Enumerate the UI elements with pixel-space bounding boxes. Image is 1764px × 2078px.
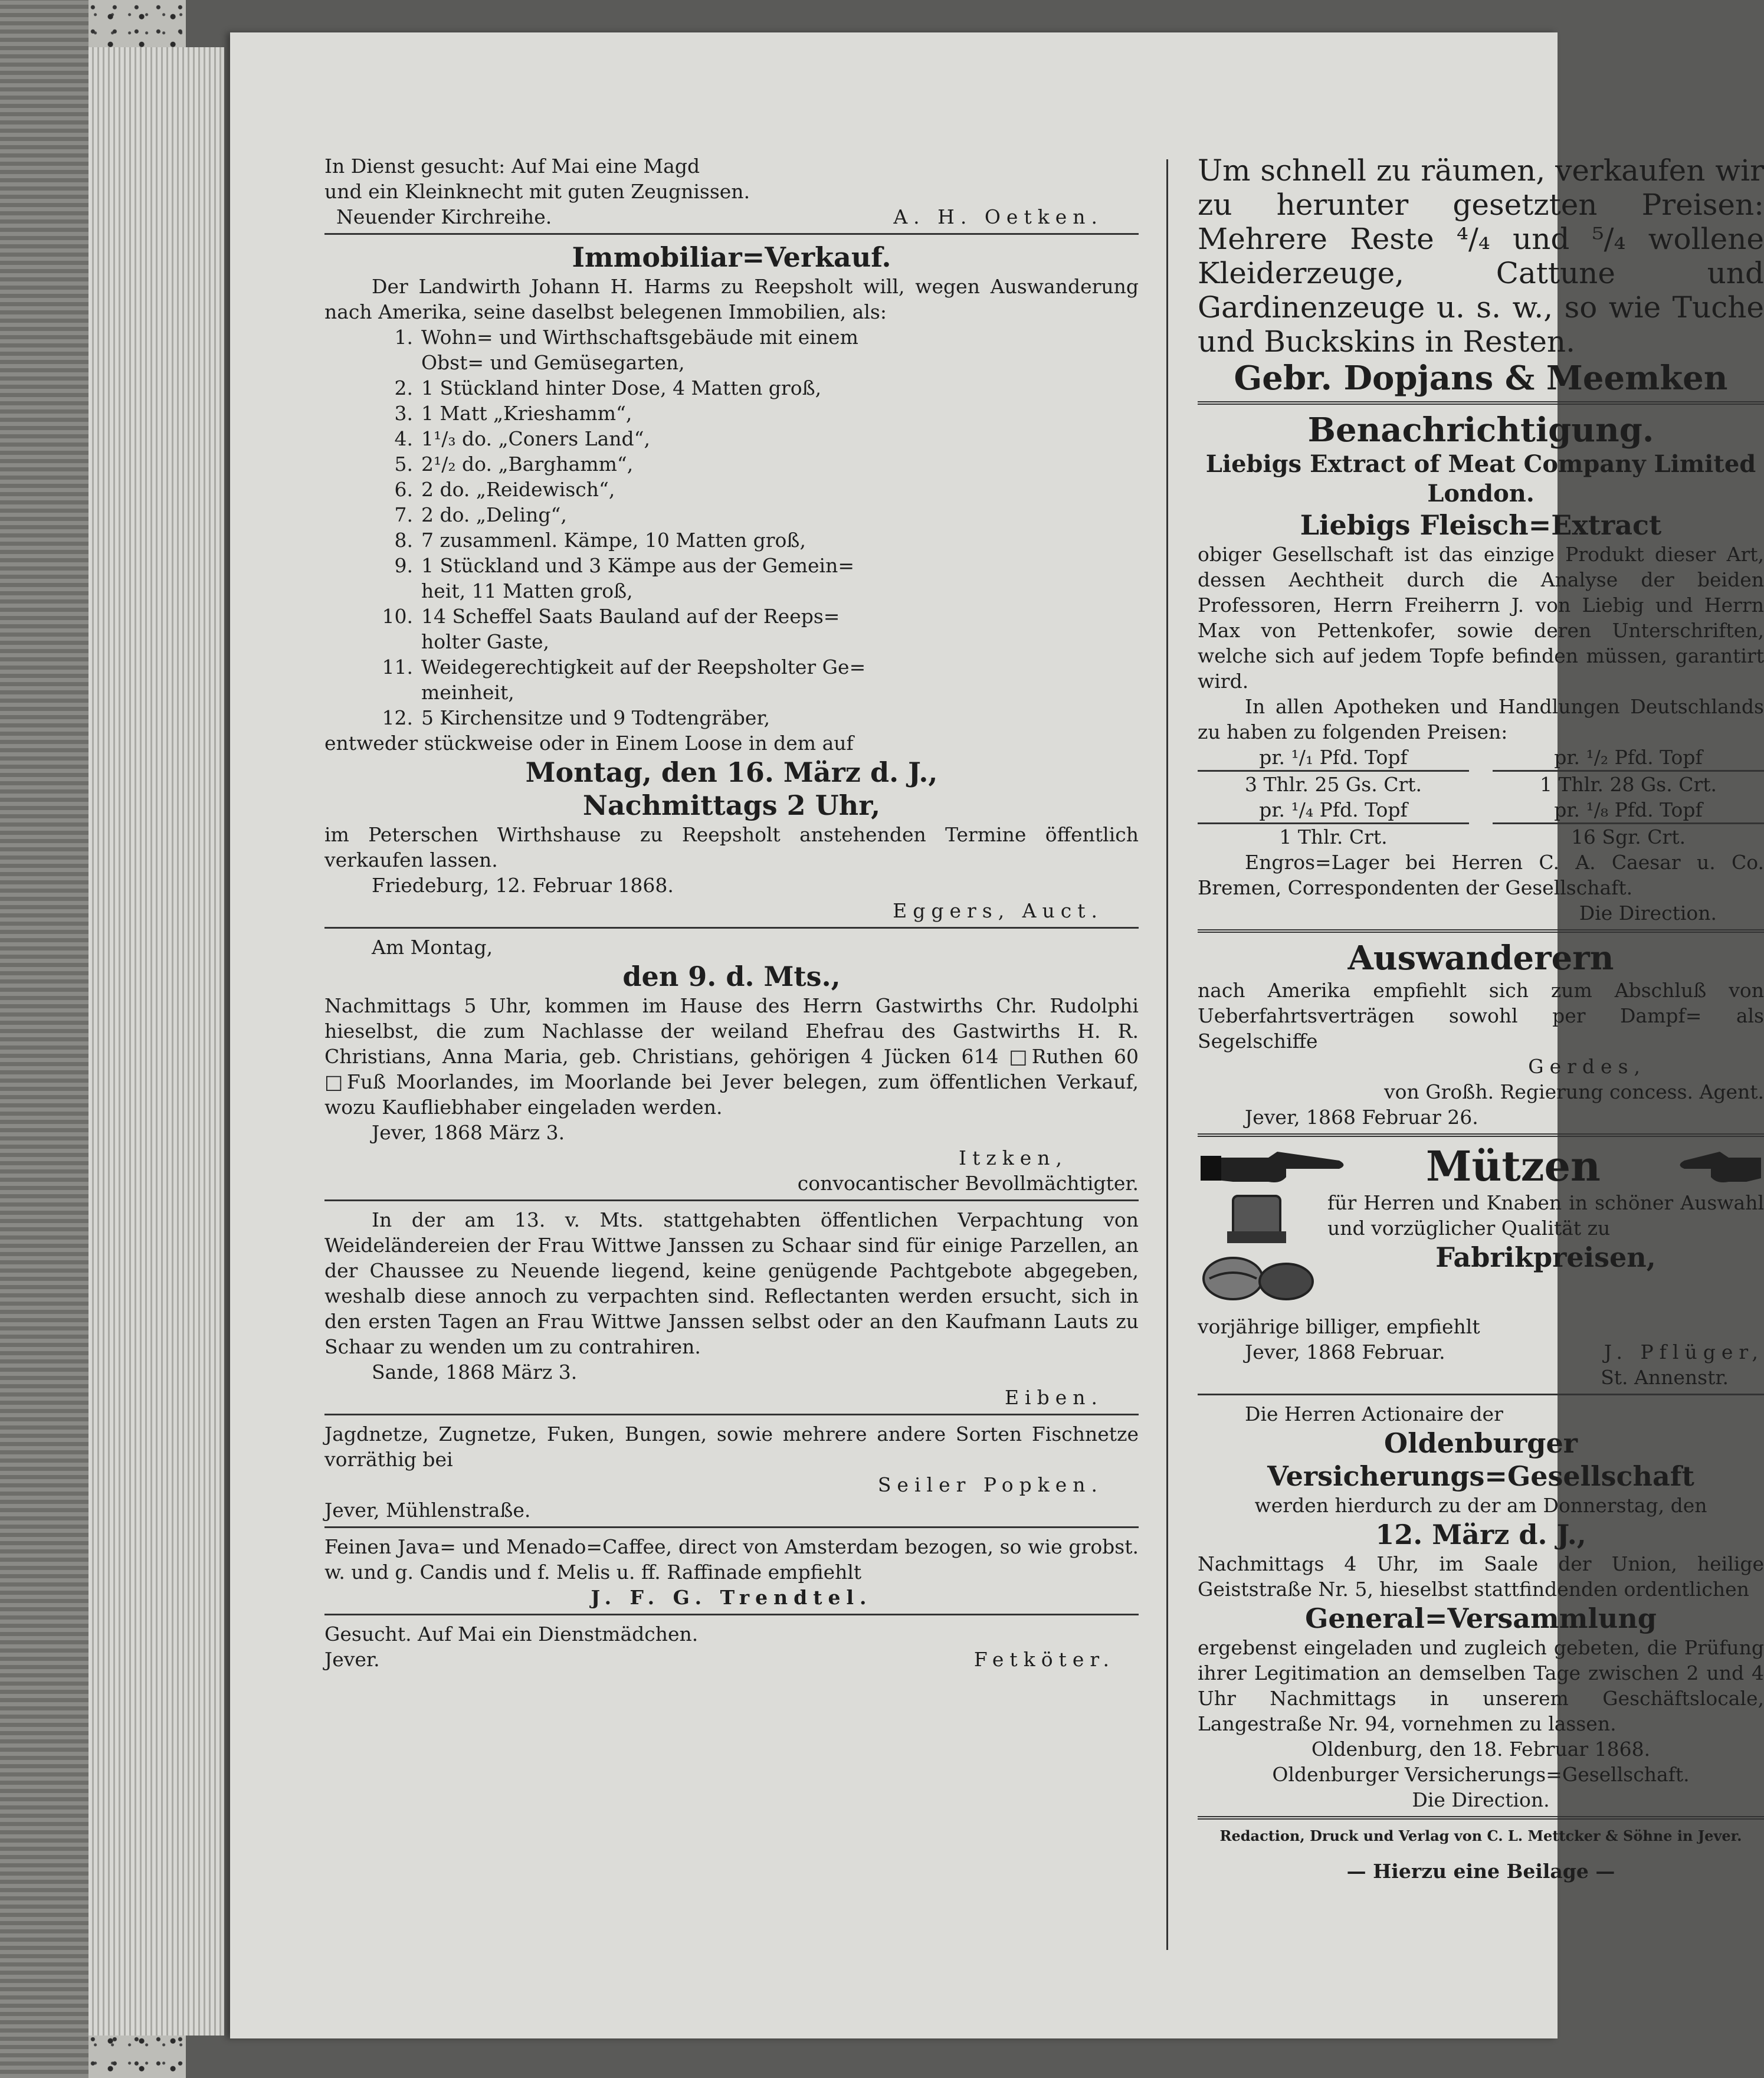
- ad-auswanderer: [1198, 939, 1764, 1130]
- muetzen-title: Mützen: [1426, 1142, 1601, 1191]
- jagdnetze-place: Jever, Mühlenstraße.: [324, 1499, 531, 1522]
- dienst-name: A. H. Oetken.: [893, 205, 1103, 228]
- auswanderer-title: Auswanderern: [1347, 939, 1614, 978]
- muetzen-body-wrap: [1198, 1190, 1764, 1390]
- list-item: 2. 1 Stückland hinter Dose, 4 Matten groß,: [394, 376, 822, 399]
- dienst-footer: [324, 204, 1139, 230]
- muetzen-footer: [1198, 1339, 1764, 1365]
- auswanderer-title2: von Großh. Regierung concess. Agent.: [1384, 1080, 1764, 1103]
- list-item: 4. 1¹/₃ do. „Coners Land“,: [394, 427, 650, 450]
- liebig-company: Liebigs Extract of Meat Company Limited London.: [1205, 450, 1756, 507]
- price-value: 1 Thlr. 28 Gs. Crt.: [1540, 773, 1717, 796]
- liebig-body: obiger Gesellschaft ist das einzige Produkt dieser Art, dessen Aechtheit durch die Analyse der beiden Professoren, Herrn Freiherrn J. von Liebig und Herrn Max von Pettenkofer, sowie deren Unterschriften, welche sich auf jedem Topfe befinden müssen, garantirt wird.: [1198, 543, 1764, 693]
- price-value: 16 Sgr. Crt.: [1570, 825, 1686, 848]
- list-item: 8. 7 zusammenl. Kämpe, 10 Matten groß,: [394, 529, 806, 552]
- separator: [324, 1199, 1139, 1201]
- price-size: pr. ¹/₁ Pfd. Topf: [1198, 745, 1469, 772]
- caffee-signature: J. F. G. Trendtel.: [591, 1586, 873, 1609]
- list-item: 1. Wohn= und Wirthschaftsgebäude mit einem: [394, 326, 858, 349]
- list-item: 10. 14 Scheffel Saats Bauland auf der Reeps=: [382, 605, 840, 628]
- left-column: [324, 153, 1139, 1672]
- muetzen-signature: J. Pflüger,: [1604, 1340, 1764, 1364]
- separator: [324, 1526, 1139, 1528]
- muetzen-body2: vorjährige billiger, empfiehlt: [1198, 1315, 1480, 1338]
- liebig-body2: In allen Apotheken und Handlungen Deutschlands zu haben zu folgenden Preisen:: [1198, 695, 1764, 743]
- raeumen-body: Um schnell zu räumen, verkaufen wir zu herunter gesetzten Preisen: Mehrere Reste ⁴/₄ und ⁵/₄ wollene Kleiderzeuge, Cattune und Gardinenzeuge u. s. w., so wie Tuche und Buckskins in Resten.: [1198, 153, 1764, 359]
- oldenburger-signature2: Die Direction.: [1412, 1788, 1550, 1811]
- ad-immobiliar: [324, 241, 1139, 923]
- dienst-place: Neuender Kirchreihe.: [336, 205, 552, 228]
- montag-big: den 9. d. Mts.,: [622, 961, 841, 992]
- montag-body: Nachmittags 5 Uhr, kommen im Hause des Herrn Gastwirths Chr. Rudolphi hieselbst, die zum Nachlasse der weiland Ehefrau des Gastwirths H. R. Christians, Anna Maria, geb. Christians, gehörigen 4 Jücken 614 □Ruthen 60 □Fuß Moorlandes, im Moorlande bei Jever belegen, zum öffentlichen Verkauf, wozu Kaufliebhaber eingeladen werden.: [324, 994, 1139, 1119]
- immobiliar-intro: Der Landwirth Johann H. Harms zu Reepsholt will, wegen Auswanderung nach Amerika, seine daselbst belegenen Immobilien, als:: [324, 275, 1139, 323]
- ad-jagdnetze: [324, 1421, 1139, 1523]
- liebig-product: Liebigs Fleisch=Extract: [1300, 509, 1662, 541]
- montag-line1: Am Montag,: [372, 936, 493, 959]
- ad-raeumen: [1198, 153, 1764, 398]
- dienst-line1: In Dienst gesucht: Auf Mai eine Magd: [324, 155, 700, 178]
- oldenburger-date: 12. März d. J.,: [1375, 1519, 1586, 1551]
- price-size: pr. ¹/₂ Pfd. Topf: [1493, 745, 1764, 772]
- immobiliar-signature: Eggers, Auct.: [893, 899, 1103, 922]
- separator: [324, 233, 1139, 235]
- raeumen-firm: Gebr. Dopjans & Meemken: [1234, 359, 1728, 398]
- separator: [1198, 929, 1764, 933]
- imprint: Redaction, Druck und Verlag von C. L. Mettcker & Söhne in Jever.: [1219, 1827, 1742, 1844]
- liebig-title: Benachrichtigung.: [1307, 411, 1654, 450]
- ad-montag: [324, 935, 1139, 1196]
- ad-gesucht: [324, 1621, 1139, 1672]
- muetzen-header: [1198, 1143, 1764, 1190]
- separator: [324, 1414, 1139, 1415]
- separator: [1198, 1133, 1764, 1137]
- immobiliar-title: Immobiliar=Verkauf.: [572, 241, 891, 273]
- separator: [324, 1614, 1139, 1615]
- gesucht-line: Gesucht. Auf Mai ein Dienstmädchen.: [324, 1623, 699, 1646]
- right-column: [1198, 153, 1764, 1884]
- liebig-engros: Engros=Lager bei Herren C. A. Caesar u. Co. Bremen, Correspondenten der Gesellschaft.: [1198, 851, 1764, 899]
- liebig-price-table: [1198, 745, 1764, 850]
- gesucht-place: Jever.: [324, 1648, 380, 1671]
- book-binding: [0, 0, 88, 2078]
- ad-liebig: [1198, 411, 1764, 926]
- jagdnetze-signature: Seiler Popken.: [877, 1473, 1103, 1496]
- ad-caffee: [324, 1534, 1139, 1610]
- page-edges: [88, 47, 224, 2036]
- separator: [1198, 1394, 1764, 1395]
- oldenburger-invite: werden hierdurch zu der am Donnerstag, den: [1254, 1494, 1707, 1517]
- immobiliar-dateline: Friedeburg, 12. Februar 1868.: [372, 874, 674, 897]
- verpachtung-body: In der am 13. v. Mts. stattgehabten öffentlichen Verpachtung von Weideländereien der Frau Wittwe Janssen zu Schaar sind für einige Parzellen, an der Chaussee zu Neuende liegend, keine genügende Pachtgebote abgegeben, weshalb diese annoch zu verpachten sind. Reflectanten werden ersucht, sich in den ersten Tagen an Frau Wittwe Janssen selbst oder an den Kaufmann Lauts zu Schaar zu wenden um zu contrahiren.: [324, 1208, 1139, 1358]
- ad-dienst: [324, 153, 1139, 230]
- verpachtung-dateline: Sande, 1868 März 3.: [372, 1361, 578, 1384]
- dienst-line2: und ein Kleinknecht mit guten Zeugnissen.: [324, 180, 750, 203]
- pointing-hand-right-icon: [1198, 1143, 1351, 1190]
- pointing-hand-left-icon: [1676, 1143, 1764, 1190]
- price-size: pr. ¹/₈ Pfd. Topf: [1493, 797, 1764, 824]
- list-item-cont: Obst= und Gemüsegarten,: [421, 351, 685, 374]
- oldenburger-body: Nachmittags 4 Uhr, im Saale der Union, heilige Geiststraße Nr. 5, hieselbst stattfindenden ordentlichen: [1198, 1552, 1764, 1601]
- muetzen-body: für Herren und Knaben in schöner Auswahl und vorzüglicher Qualität zu: [1327, 1191, 1764, 1240]
- oldenburger-dateline: Oldenburg, den 18. Februar 1868.: [1311, 1738, 1651, 1761]
- oldenburger-name2: Versicherungs=Gesellschaft: [1267, 1460, 1694, 1492]
- muetzen-big: Fabrikpreisen,: [1435, 1241, 1656, 1273]
- oldenburger-assembly: General=Versammlung: [1305, 1602, 1657, 1634]
- caffee-body: Feinen Java= und Menado=Caffee, direct von Amsterdam bezogen, so wie grobst. w. und g. Candis und f. Melis u. ff. Raffinade empfiehlt: [324, 1535, 1139, 1584]
- separator: [1198, 1816, 1764, 1820]
- list-item: 3. 1 Matt „Krieshamm“,: [394, 402, 632, 425]
- oldenburger-intro: Die Herren Actionaire der: [1245, 1402, 1503, 1425]
- muetzen-signature2: St. Annenstr.: [1601, 1366, 1729, 1389]
- list-item: 12. 5 Kirchensitze und 9 Todtengräber,: [382, 706, 770, 729]
- auswanderer-name: Gerdes,: [1528, 1055, 1646, 1078]
- ad-muetzen: [1198, 1143, 1764, 1390]
- ad-oldenburger: [1198, 1401, 1764, 1812]
- separator: [1198, 401, 1764, 405]
- jagdnetze-body: Jagdnetze, Zugnetze, Fuken, Bungen, sowie mehrere andere Sorten Fischnetze vorräthig bei: [324, 1423, 1139, 1471]
- price-value: 1 Thlr. Crt.: [1279, 825, 1388, 848]
- immobiliar-list: [324, 325, 1139, 730]
- ad-verpachtung: [324, 1207, 1139, 1410]
- list-item-cont: holter Gaste,: [421, 630, 549, 653]
- newspaper-page: [230, 32, 1764, 2038]
- beilage-note: — Hierzu eine Beilage —: [1346, 1860, 1615, 1883]
- liebig-signature: Die Direction.: [1579, 902, 1717, 925]
- muetzen-dateline: Jever, 1868 Februar.: [1245, 1340, 1445, 1364]
- immobiliar-time: Nachmittags 2 Uhr,: [582, 789, 881, 821]
- hats-illustration-icon: [1198, 1190, 1322, 1314]
- auswanderer-dateline: Jever, 1868 Februar 26.: [1245, 1106, 1478, 1129]
- gesucht-footer: [324, 1647, 1139, 1672]
- verpachtung-signature: Eiben.: [1004, 1386, 1103, 1409]
- oldenburger-signature: Oldenburger Versicherungs=Gesellschaft.: [1272, 1763, 1690, 1786]
- immobiliar-outro: entweder stückweise oder in Einem Loose in dem auf: [324, 732, 854, 755]
- montag-dateline: Jever, 1868 März 3.: [372, 1121, 565, 1144]
- price-size: pr. ¹/₄ Pfd. Topf: [1198, 797, 1469, 824]
- montag-signature2: convocantischer Bevollmächtigter.: [797, 1172, 1139, 1195]
- separator: [324, 927, 1139, 929]
- auswanderer-body: nach Amerika empfiehlt sich zum Abschluß von Ueberfahrtsverträgen sowohl per Dampf= als Segelschiffe: [1198, 979, 1764, 1053]
- price-value: 3 Thlr. 25 Gs. Crt.: [1245, 773, 1422, 796]
- list-item: 7. 2 do. „Deling“,: [394, 503, 567, 526]
- oldenburger-body2: ergebenst eingeladen und zugleich gebeten, die Prüfung ihrer Legitimation an demselben Tage zwischen 2 und 4 Uhr Nachmittags in unserem Geschäftslocale, Langestraße Nr. 94, vornehmen zu lassen.: [1198, 1636, 1764, 1735]
- list-item-cont: meinheit,: [421, 681, 514, 704]
- montag-signature: Itzken,: [959, 1146, 1068, 1169]
- gesucht-signature: Fetköter.: [973, 1648, 1115, 1671]
- immobiliar-place: im Peterschen Wirthshause zu Reepsholt anstehenden Termine öffentlich verkaufen lassen.: [324, 823, 1139, 871]
- immobiliar-date: Montag, den 16. März d. J.,: [525, 756, 938, 788]
- oldenburger-name1: Oldenburger: [1384, 1427, 1578, 1459]
- column-divider: [1166, 159, 1168, 1950]
- list-item: 5. 2¹/₂ do. „Barghamm“,: [394, 453, 634, 476]
- list-item: 9. 1 Stückland und 3 Kämpe aus der Gemein=: [394, 554, 854, 577]
- list-item-cont: heit, 11 Matten groß,: [421, 579, 633, 602]
- list-item: 11. Weidegerechtigkeit auf der Reepsholter Ge=: [382, 655, 866, 679]
- list-item: 6. 2 do. „Reidewisch“,: [394, 478, 615, 501]
